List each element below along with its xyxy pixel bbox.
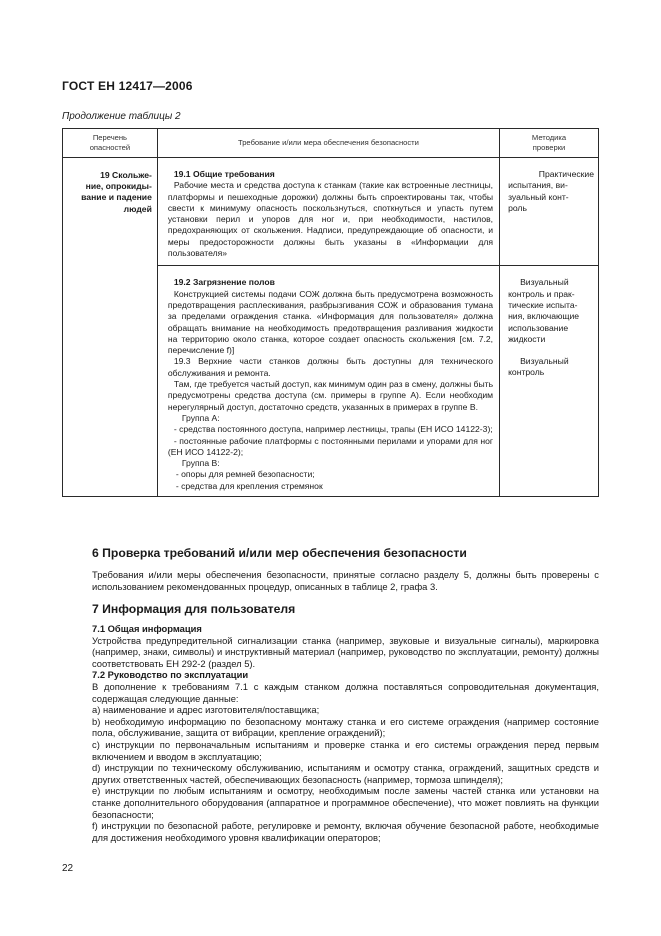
list-item: f) инструкции по безопасной работе, регулировке и ремонту, включая обучение безопасной работе, необходимые для достижения необходимого уровня квалификации операторов; (92, 820, 599, 843)
requirement-title: 19.2 Загрязнение полов (173, 277, 275, 288)
method-line: тические испыта- (508, 299, 578, 310)
method-line: использование (508, 322, 569, 333)
page-number: 22 (62, 863, 74, 874)
list-item: d) инструкции по техническому обслуживанию, испытаниям и осмотру станка, ограждений, защитных средств и других ответственных частей, обеспечивающих безопасность (например, тормоза шпинделя); (92, 762, 599, 785)
method-line: Визуальный (520, 356, 569, 367)
method-line: испытания, ви- (508, 180, 568, 191)
table-continuation-label: Продолжение таблицы 2 (62, 111, 181, 122)
spacer (508, 345, 594, 356)
method-line: ния, включающие (508, 311, 580, 322)
column-header-line: Перечень (92, 133, 128, 142)
hazard-line: людей (123, 203, 152, 214)
requirements-table (62, 128, 599, 497)
method-line: контроль (508, 367, 545, 378)
column-header-requirements (157, 129, 499, 158)
group-label: Группа В: (181, 458, 220, 469)
section-7-body (92, 623, 599, 843)
method-line: Практические (538, 169, 594, 179)
requirement-text: Там, где требуется частый доступ, как минимум один раз в смену, должны быть предусмотрены средства доступа (см. примеры в группе А). Если необходим нерегулярный доступ, достаточно средств, указанных в примерах в группе В. (167, 379, 494, 412)
standard-id: ГОСТ ЕН 12417—2006 (62, 79, 193, 93)
method-cell (500, 266, 599, 497)
column-header-line: опасностей (89, 143, 131, 152)
method-line: жидкости (508, 333, 546, 344)
hazard-line: ние, опрокиды- (85, 181, 152, 192)
column-header-line: проверки (532, 143, 566, 152)
list-item: - постоянные рабочие платформы с постоянными перилами и упорами для ног (ЕН ИСО 14122-2); (167, 435, 494, 457)
subsection-title: 7.2 Руководство по эксплуатации (92, 669, 249, 681)
list-item: e) инструкции по любым испытаниям и осмотру, необходимым после замены частей станка или установки на станке дополнительного оборудования (аппаратное и программное обеспечение), что может повлиять на функции безопасности; (92, 785, 599, 820)
list-item: - средства постоянного доступа, например лестницы, трапы (ЕН ИСО 14122-3); (173, 424, 493, 435)
list-item: - средства для крепления стремянок (175, 480, 323, 491)
hazard-cell (63, 158, 158, 497)
requirement-cell (157, 266, 499, 497)
requirement-text: 19.3 Верхние части станков должны быть доступны для технического обслуживания и ремонта. (167, 356, 494, 378)
column-header-hazards (63, 129, 158, 158)
hazard-line: вание и падение (81, 192, 152, 203)
paragraph: Устройства предупредительной сигнализации станка (например, звуковые и визуальные сигналы), маркировка (например, знаки, символы) и инструктивный материал (например, руководство по эксплуатации, ремонту) должны соответствовать ЕН 292-2 (раздел 5). (92, 634, 599, 669)
column-header-verification (500, 129, 599, 158)
method-line: контроль и прак- (508, 288, 575, 299)
list-item: b) необходимую информацию по безопасному монтажу станка и его системе ограждения (например состояние пола, обслуживание, защита от вибрации, крепление ограждений); (92, 715, 599, 739)
section-6-body (92, 569, 599, 592)
method-cell (500, 158, 599, 266)
column-header-line: Методика (531, 133, 567, 142)
requirement-title: 19.1 Общие требования (173, 169, 275, 179)
list-item: a) наименование и адрес изготовителя/поставщика; (92, 704, 320, 716)
list-item: - опоры для ремней безопасности; (175, 469, 315, 480)
list-item: c) инструкции по первоначальным испытаниям и проверке станка и его системы ограждения перед первым включением и вводом в эксплуатацию; (92, 738, 599, 762)
group-label: Группа А: (181, 412, 220, 423)
requirement-text: Рабочие места и средства доступа к станкам (такие как встроенные лестницы, платформы и пешеходные дорожки) должны быть спроектированы так, чтобы свести к минимуму опасность поскользнуться, споткнуться и упасть путем установки перил и упоров для ног и, при необходимости, настилов, предохраняющих от скольжения. Надписи, предупреждающие об опасности, и меры предосторожности должны быть указаны в «Информации для пользователя» (167, 180, 494, 259)
subsection-title: 7.1 Общая информация (92, 623, 202, 634)
method-line: роль (508, 202, 527, 213)
hazard-line: 19 Скольже- (100, 170, 152, 180)
method-line: зуальный конт- (508, 191, 569, 202)
section-7-title: 7 Информация для пользователя (92, 602, 296, 616)
method-line: Визуальный (520, 277, 569, 288)
requirement-cell (157, 158, 499, 266)
paragraph: В дополнение к требованиям 7.1 с каждым станком должна поставляться сопроводительная документация, содержащая следующие данные: (92, 680, 599, 704)
table-row (63, 158, 599, 266)
section-6-title: 6 Проверка требований и/или мер обеспечения безопасности (92, 546, 467, 560)
column-header-line: Требование и/или мера обеспечения безопасности (238, 138, 419, 147)
requirement-text: Конструкцией системы подачи СОЖ должна быть предусмотрена возможность предотвращения расплескивания, разбрызгивания СОЖ и образования тумана за пределами ограждения станка. «Информация для пользователя» должна обращать внимание на необходимость предотвращения разливания жидкости на территорию около станка, которое создает опасность скольжения [см. 7.2, перечисление f)] (167, 288, 494, 356)
table-header-row (63, 129, 599, 158)
paragraph: Требования и/или меры обеспечения безопасности, принятые согласно разделу 5, должны быть проверены с использованием рекомендованных процедур, описанных в таблице 2, графа 3. (92, 569, 599, 592)
